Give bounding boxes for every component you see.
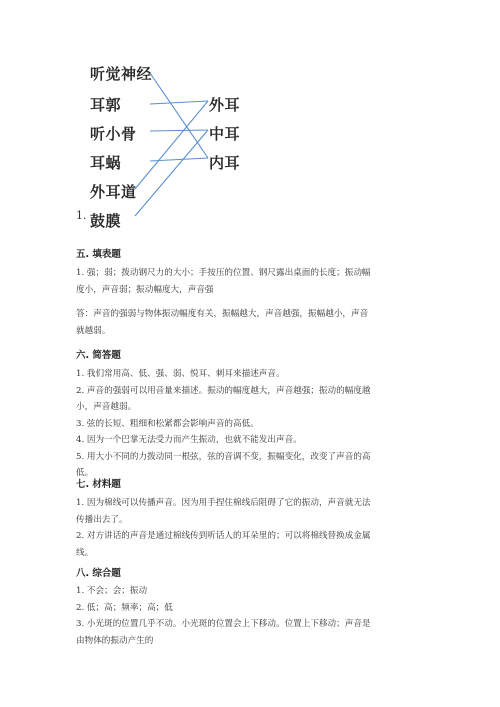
text-line: 3. 小光斑的位置几乎不动。小光斑的位置会上下移动。位置上下移动；声音是 — [76, 619, 371, 629]
text-line: 2. 声音的强弱可以用音量来描述。振动的幅度越大，声音越强；振动的幅度越 — [76, 385, 371, 396]
text-line: 就越弱。 — [76, 325, 111, 336]
section-6-answers — [76, 366, 426, 482]
line-ear-canal-outer-ear — [135, 101, 208, 189]
left-item-eardrum: 鼓膜 — [90, 212, 122, 230]
connecting-lines — [0, 0, 500, 260]
right-item-middle-ear: 中耳 — [209, 125, 241, 143]
text-line: 度小，声音弱；振动幅度大，声音强 — [76, 284, 214, 295]
text-line: 由物体的振动产生的 — [76, 635, 154, 646]
line-auditory-nerve-inner-ear — [150, 73, 208, 158]
text-line: 答：声音的强弱与物体振动幅度有关，振幅越大，声音越强，振幅越小，声音 — [76, 309, 369, 319]
right-item-inner-ear: 内耳 — [209, 154, 241, 172]
text-line: 线。 — [76, 547, 94, 558]
text-line: 5. 用大小不同的力拨动同一根弦，弦的音调不变，振幅变化，改变了声音的高 — [76, 451, 371, 462]
text-line: 低。 — [76, 468, 94, 478]
section-8-heading: 八. 综合题 — [76, 568, 121, 579]
line-eardrum-middle-ear — [135, 130, 208, 216]
left-item-auricle: 耳郭 — [90, 96, 122, 114]
text-line: 1. 我们常用高、低、强、弱、悦耳、刺耳来描述声音。 — [76, 369, 285, 379]
text-line: 1. 强；弱；拨动钢尺力的大小；手按压的位置、钢尺露出桌面的长度；振动幅 — [76, 268, 371, 278]
text-line: 2. 低；高；频率；高；低 — [76, 602, 173, 613]
question-number: 1. — [76, 209, 87, 222]
left-item-auditory-nerve: 听觉神经 — [90, 65, 153, 83]
line-ossicles-middle-ear — [150, 130, 208, 131]
left-item-cochlea: 耳蜗 — [90, 154, 122, 172]
section-5-heading: 五. 填表题 — [76, 249, 121, 260]
line-auricle-outer-ear — [150, 101, 208, 104]
section-5-conclusion — [76, 306, 426, 339]
left-item-ear-canal: 外耳道 — [90, 183, 137, 201]
section-5-answer — [76, 265, 426, 298]
section-7-answers — [76, 495, 426, 561]
section-8-answers — [76, 583, 426, 649]
text-line: 4. 因为一个巴掌无法受力而产生振动，也就不能发出声音。 — [76, 435, 302, 445]
text-line: 1. 因为棉线可以传播声音。因为用手捏住棉线后阻碍了它的振动，声音就无法 — [76, 498, 371, 508]
right-item-outer-ear: 外耳 — [209, 96, 241, 114]
text-line: 传播出去了。 — [76, 514, 128, 525]
section-7-heading: 七. 材料题 — [76, 479, 121, 490]
text-line: 3. 弦的长短、粗细和松紧都会影响声音的高低。 — [76, 418, 259, 429]
text-line: 1. 不会；会；振动 — [76, 586, 148, 596]
left-item-ossicles: 听小骨 — [90, 125, 137, 143]
text-line: 2. 对方讲话的声音是通过棉线传到听话人的耳朵里的；可以将棉线替换成金属 — [76, 531, 371, 541]
section-6-heading: 六. 简答题 — [76, 350, 121, 361]
text-line: 小，声音越弱。 — [76, 402, 137, 412]
